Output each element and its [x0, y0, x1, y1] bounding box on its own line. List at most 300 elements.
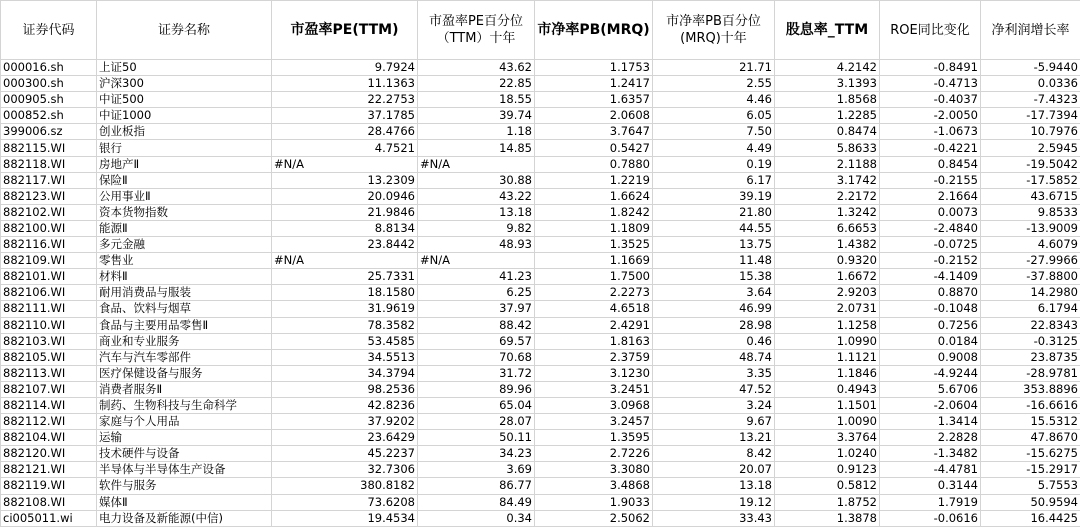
cell-pe[interactable]: 18.1580 — [272, 285, 418, 301]
cell-roe-change[interactable]: -2.4840 — [880, 220, 981, 236]
cell-pb-percentile[interactable]: 13.18 — [653, 478, 775, 494]
cell-code[interactable]: 399006.sz — [1, 124, 97, 140]
cell-code[interactable]: 882115.WI — [1, 140, 97, 156]
cell-name[interactable]: 制药、生物科技与生命科学 — [97, 397, 272, 413]
cell-pe-percentile[interactable]: 34.23 — [418, 446, 535, 462]
cell-name[interactable]: 汽车与汽车零部件 — [97, 349, 272, 365]
cell-name[interactable]: 技术硬件与设备 — [97, 446, 272, 462]
cell-code[interactable]: 882110.WI — [1, 317, 97, 333]
header-dividend-yield[interactable]: 股息率_TTM — [775, 1, 880, 60]
table-row — [1, 269, 1080, 285]
cell-name[interactable]: 食品、饮料与烟草 — [97, 301, 272, 317]
cell-profit-growth[interactable]: 16.4425 — [981, 510, 1080, 526]
cell-pb[interactable]: 2.7226 — [535, 446, 653, 462]
cell-pe-percentile[interactable]: 39.74 — [418, 108, 535, 124]
cell-dividend-yield[interactable]: 6.6653 — [775, 220, 880, 236]
cell-profit-growth[interactable]: -5.9440 — [981, 60, 1080, 76]
cell-name[interactable]: 半导体与半导体生产设备 — [97, 462, 272, 478]
cell-roe-change[interactable]: 1.3414 — [880, 414, 981, 430]
cell-profit-growth[interactable]: -17.5852 — [981, 172, 1080, 188]
table-row — [1, 285, 1080, 301]
cell-pe-percentile[interactable]: 1.18 — [418, 124, 535, 140]
cell-roe-change[interactable]: 0.3144 — [880, 478, 981, 494]
cell-pe[interactable]: 11.1363 — [272, 76, 418, 92]
header-name[interactable]: 证券名称 — [97, 1, 272, 60]
cell-profit-growth[interactable]: -15.2917 — [981, 462, 1080, 478]
cell-pb-percentile[interactable]: 9.67 — [653, 414, 775, 430]
cell-name[interactable]: 房地产Ⅱ — [97, 156, 272, 172]
cell-roe-change[interactable]: 0.0073 — [880, 204, 981, 220]
cell-dividend-yield[interactable]: 1.0240 — [775, 446, 880, 462]
cell-profit-growth[interactable]: 23.8735 — [981, 349, 1080, 365]
cell-pb[interactable]: 1.1809 — [535, 220, 653, 236]
cell-pb[interactable]: 1.7500 — [535, 269, 653, 285]
cell-name[interactable]: 多元金融 — [97, 237, 272, 253]
cell-roe-change[interactable]: 0.9008 — [880, 349, 981, 365]
cell-pe[interactable]: 19.4534 — [272, 510, 418, 526]
cell-profit-growth[interactable]: -19.5042 — [981, 156, 1080, 172]
cell-roe-change[interactable]: -4.1409 — [880, 269, 981, 285]
cell-name[interactable]: 媒体Ⅱ — [97, 494, 272, 510]
cell-code[interactable]: 882106.WI — [1, 285, 97, 301]
cell-pe[interactable]: 31.9619 — [272, 301, 418, 317]
cell-dividend-yield[interactable]: 1.4382 — [775, 237, 880, 253]
cell-pe-percentile[interactable]: 88.42 — [418, 317, 535, 333]
cell-pe-percentile[interactable]: 69.57 — [418, 333, 535, 349]
cell-dividend-yield[interactable]: 1.6672 — [775, 269, 880, 285]
cell-pb-percentile[interactable]: 28.98 — [653, 317, 775, 333]
cell-pb[interactable]: 1.2417 — [535, 76, 653, 92]
cell-dividend-yield[interactable]: 2.9203 — [775, 285, 880, 301]
table-row — [1, 510, 1080, 526]
header-row — [1, 1, 1080, 60]
cell-pe-percentile[interactable]: 43.22 — [418, 188, 535, 204]
table-body — [1, 60, 1080, 527]
cell-dividend-yield[interactable]: 1.0090 — [775, 414, 880, 430]
table-row — [1, 220, 1080, 236]
cell-name[interactable]: 家庭与个人用品 — [97, 414, 272, 430]
cell-profit-growth[interactable]: 5.7553 — [981, 478, 1080, 494]
cell-roe-change[interactable]: 0.7256 — [880, 317, 981, 333]
cell-pe[interactable]: 45.2237 — [272, 446, 418, 462]
cell-pe[interactable]: 32.7306 — [272, 462, 418, 478]
cell-roe-change[interactable]: 5.6706 — [880, 381, 981, 397]
cell-roe-change[interactable]: -0.0725 — [880, 237, 981, 253]
table-row — [1, 204, 1080, 220]
cell-profit-growth[interactable]: 14.2980 — [981, 285, 1080, 301]
cell-profit-growth[interactable]: 9.8533 — [981, 204, 1080, 220]
cell-code[interactable]: 882109.WI — [1, 253, 97, 269]
cell-profit-growth[interactable]: 47.8670 — [981, 430, 1080, 446]
cell-dividend-yield[interactable]: 1.3878 — [775, 510, 880, 526]
cell-pb-percentile[interactable]: 4.49 — [653, 140, 775, 156]
cell-profit-growth[interactable]: 50.9594 — [981, 494, 1080, 510]
cell-code[interactable]: 000016.sh — [1, 60, 97, 76]
cell-code[interactable]: 882121.WI — [1, 462, 97, 478]
cell-name[interactable]: 软件与服务 — [97, 478, 272, 494]
cell-pe[interactable]: 34.3794 — [272, 365, 418, 381]
cell-pb-percentile[interactable]: 3.24 — [653, 397, 775, 413]
cell-pe[interactable]: 78.3582 — [272, 317, 418, 333]
cell-pb-percentile[interactable]: 0.19 — [653, 156, 775, 172]
cell-pe-percentile[interactable]: 28.07 — [418, 414, 535, 430]
table-row — [1, 381, 1080, 397]
cell-code[interactable]: 882123.WI — [1, 188, 97, 204]
cell-dividend-yield[interactable]: 1.0990 — [775, 333, 880, 349]
cell-pb[interactable]: 3.0968 — [535, 397, 653, 413]
cell-roe-change[interactable]: 2.1664 — [880, 188, 981, 204]
header-pe[interactable]: 市盈率PE(TTM) — [272, 1, 418, 60]
cell-code[interactable]: 882112.WI — [1, 414, 97, 430]
cell-pb[interactable]: 1.1753 — [535, 60, 653, 76]
cell-pb-percentile[interactable]: 15.38 — [653, 269, 775, 285]
table-row — [1, 76, 1080, 92]
cell-pe[interactable]: 37.1785 — [272, 108, 418, 124]
cell-profit-growth[interactable]: -16.6616 — [981, 397, 1080, 413]
cell-roe-change[interactable]: -0.8491 — [880, 60, 981, 76]
cell-dividend-yield[interactable]: 2.2172 — [775, 188, 880, 204]
cell-pb[interactable]: 1.1669 — [535, 253, 653, 269]
cell-roe-change[interactable]: -0.4221 — [880, 140, 981, 156]
header-profit-growth[interactable]: 净利润增长率 — [981, 1, 1080, 60]
cell-dividend-yield[interactable]: 2.1188 — [775, 156, 880, 172]
header-pb-percentile[interactable]: 市净率PB百分位(MRQ)十年 — [653, 1, 775, 60]
cell-roe-change[interactable]: 0.8454 — [880, 156, 981, 172]
table-row — [1, 317, 1080, 333]
cell-pe[interactable]: #N/A — [272, 253, 418, 269]
table-row — [1, 414, 1080, 430]
table-row — [1, 301, 1080, 317]
cell-dividend-yield[interactable]: 1.8752 — [775, 494, 880, 510]
cell-profit-growth[interactable]: 15.5312 — [981, 414, 1080, 430]
cell-code[interactable]: 000300.sh — [1, 76, 97, 92]
table-row — [1, 430, 1080, 446]
cell-dividend-yield[interactable]: 2.0731 — [775, 301, 880, 317]
cell-pe[interactable]: 4.7521 — [272, 140, 418, 156]
cell-pe-percentile[interactable]: 65.04 — [418, 397, 535, 413]
cell-code[interactable]: ci005011.wi — [1, 510, 97, 526]
cell-pb-percentile[interactable]: 19.12 — [653, 494, 775, 510]
cell-code[interactable]: 882118.WI — [1, 156, 97, 172]
cell-dividend-yield[interactable]: 1.1501 — [775, 397, 880, 413]
cell-code[interactable]: 882107.WI — [1, 381, 97, 397]
cell-pe-percentile[interactable]: 37.97 — [418, 301, 535, 317]
cell-pb[interactable]: 1.8242 — [535, 204, 653, 220]
cell-profit-growth[interactable]: 2.5945 — [981, 140, 1080, 156]
cell-code[interactable]: 882108.WI — [1, 494, 97, 510]
table-row — [1, 140, 1080, 156]
cell-pb-percentile[interactable]: 39.19 — [653, 188, 775, 204]
cell-pe[interactable]: 25.7331 — [272, 269, 418, 285]
cell-name[interactable]: 消费者服务Ⅱ — [97, 381, 272, 397]
cell-roe-change[interactable]: 2.2828 — [880, 430, 981, 446]
cell-pe[interactable]: 37.9202 — [272, 414, 418, 430]
cell-pe-percentile[interactable]: 86.77 — [418, 478, 535, 494]
cell-profit-growth[interactable]: 0.0336 — [981, 76, 1080, 92]
cell-pb-percentile[interactable]: 4.46 — [653, 92, 775, 108]
table-row — [1, 494, 1080, 510]
cell-roe-change[interactable]: -1.0673 — [880, 124, 981, 140]
cell-pb-percentile[interactable]: 21.80 — [653, 204, 775, 220]
cell-roe-change[interactable]: 0.0184 — [880, 333, 981, 349]
cell-pe-percentile[interactable]: 9.82 — [418, 220, 535, 236]
table-row — [1, 108, 1080, 124]
cell-roe-change[interactable]: -1.3482 — [880, 446, 981, 462]
cell-pe[interactable]: 28.4766 — [272, 124, 418, 140]
table-row — [1, 397, 1080, 413]
cell-dividend-yield[interactable]: 3.1393 — [775, 76, 880, 92]
cell-code[interactable]: 000852.sh — [1, 108, 97, 124]
cell-pb[interactable]: 1.6624 — [535, 188, 653, 204]
cell-roe-change[interactable]: -0.2152 — [880, 253, 981, 269]
cell-dividend-yield[interactable]: 0.9320 — [775, 253, 880, 269]
cell-pb[interactable]: 3.2451 — [535, 381, 653, 397]
cell-profit-growth[interactable]: -15.6275 — [981, 446, 1080, 462]
table-row — [1, 365, 1080, 381]
cell-profit-growth[interactable]: -37.8800 — [981, 269, 1080, 285]
cell-pb[interactable]: 0.5427 — [535, 140, 653, 156]
cell-pe-percentile[interactable]: 31.72 — [418, 365, 535, 381]
cell-pe-percentile[interactable]: #N/A — [418, 156, 535, 172]
cell-pe[interactable]: 380.8182 — [272, 478, 418, 494]
cell-name[interactable]: 保险Ⅱ — [97, 172, 272, 188]
cell-pe-percentile[interactable]: 0.34 — [418, 510, 535, 526]
cell-pe-percentile[interactable]: 22.85 — [418, 76, 535, 92]
cell-pb-percentile[interactable]: 0.46 — [653, 333, 775, 349]
cell-name[interactable]: 耐用消费品与服装 — [97, 285, 272, 301]
cell-pe-percentile[interactable]: 48.93 — [418, 237, 535, 253]
cell-pe-percentile[interactable]: 41.23 — [418, 269, 535, 285]
cell-pb[interactable]: 3.3080 — [535, 462, 653, 478]
cell-pe-percentile[interactable]: #N/A — [418, 253, 535, 269]
cell-pe[interactable]: 22.2753 — [272, 92, 418, 108]
cell-pb[interactable]: 2.0608 — [535, 108, 653, 124]
cell-pb[interactable]: 3.4868 — [535, 478, 653, 494]
header-pb[interactable]: 市净率PB(MRQ) — [535, 1, 653, 60]
cell-pb[interactable]: 1.3595 — [535, 430, 653, 446]
cell-pe-percentile[interactable]: 89.96 — [418, 381, 535, 397]
table-row — [1, 253, 1080, 269]
cell-name[interactable]: 中证1000 — [97, 108, 272, 124]
cell-dividend-yield[interactable]: 4.2142 — [775, 60, 880, 76]
cell-pe[interactable]: 53.4585 — [272, 333, 418, 349]
table-row — [1, 124, 1080, 140]
cell-pb-percentile[interactable]: 33.43 — [653, 510, 775, 526]
cell-dividend-yield[interactable]: 0.4943 — [775, 381, 880, 397]
cell-pb[interactable]: 1.2219 — [535, 172, 653, 188]
table-row — [1, 462, 1080, 478]
cell-pb[interactable]: 1.3525 — [535, 237, 653, 253]
cell-name[interactable]: 中证500 — [97, 92, 272, 108]
cell-code[interactable]: 882101.WI — [1, 269, 97, 285]
cell-pe[interactable]: 20.0946 — [272, 188, 418, 204]
cell-name[interactable]: 银行 — [97, 140, 272, 156]
header-pe-percentile[interactable]: 市盈率PE百分位（TTM）十年 — [418, 1, 535, 60]
cell-dividend-yield[interactable]: 1.1121 — [775, 349, 880, 365]
cell-name[interactable]: 材料Ⅱ — [97, 269, 272, 285]
cell-pb-percentile[interactable]: 11.48 — [653, 253, 775, 269]
cell-pe[interactable]: 21.9846 — [272, 204, 418, 220]
cell-pb-percentile[interactable]: 3.35 — [653, 365, 775, 381]
cell-pb[interactable]: 2.2273 — [535, 285, 653, 301]
cell-pe-percentile[interactable]: 43.62 — [418, 60, 535, 76]
cell-pb-percentile[interactable]: 13.75 — [653, 237, 775, 253]
cell-dividend-yield[interactable]: 3.3764 — [775, 430, 880, 446]
cell-pe[interactable]: 34.5513 — [272, 349, 418, 365]
cell-pb[interactable]: 0.7880 — [535, 156, 653, 172]
cell-code[interactable]: 882117.WI — [1, 172, 97, 188]
cell-pb[interactable]: 2.3759 — [535, 349, 653, 365]
cell-name[interactable]: 商业和专业服务 — [97, 333, 272, 349]
cell-name[interactable]: 医疗保健设备与服务 — [97, 365, 272, 381]
cell-dividend-yield[interactable]: 1.3242 — [775, 204, 880, 220]
cell-code[interactable]: 000905.sh — [1, 92, 97, 108]
cell-code[interactable]: 882102.WI — [1, 204, 97, 220]
cell-profit-growth[interactable]: 4.6079 — [981, 237, 1080, 253]
cell-pb[interactable]: 1.9033 — [535, 494, 653, 510]
cell-profit-growth[interactable]: -13.9009 — [981, 220, 1080, 236]
cell-pb[interactable]: 3.1230 — [535, 365, 653, 381]
cell-dividend-yield[interactable]: 1.1258 — [775, 317, 880, 333]
cell-pb-percentile[interactable]: 20.07 — [653, 462, 775, 478]
cell-pb-percentile[interactable]: 21.71 — [653, 60, 775, 76]
cell-pb-percentile[interactable]: 46.99 — [653, 301, 775, 317]
table-row — [1, 478, 1080, 494]
cell-profit-growth[interactable]: -27.9966 — [981, 253, 1080, 269]
cell-pb[interactable]: 3.7647 — [535, 124, 653, 140]
table-row — [1, 237, 1080, 253]
cell-pb-percentile[interactable]: 8.42 — [653, 446, 775, 462]
cell-name[interactable]: 能源Ⅱ — [97, 220, 272, 236]
cell-roe-change[interactable]: -0.1048 — [880, 301, 981, 317]
cell-roe-change[interactable]: 0.8870 — [880, 285, 981, 301]
cell-name[interactable]: 食品与主要用品零售Ⅱ — [97, 317, 272, 333]
cell-profit-growth[interactable]: -17.7394 — [981, 108, 1080, 124]
cell-pe-percentile[interactable]: 30.88 — [418, 172, 535, 188]
table-row — [1, 156, 1080, 172]
cell-roe-change[interactable]: -0.4713 — [880, 76, 981, 92]
cell-pe-percentile[interactable]: 18.55 — [418, 92, 535, 108]
cell-roe-change[interactable]: -4.4781 — [880, 462, 981, 478]
cell-pe[interactable]: 98.2536 — [272, 381, 418, 397]
cell-pb-percentile[interactable]: 2.55 — [653, 76, 775, 92]
header-roe-change[interactable]: ROE同比变化 — [880, 1, 981, 60]
cell-dividend-yield[interactable]: 0.5812 — [775, 478, 880, 494]
cell-code[interactable]: 882116.WI — [1, 237, 97, 253]
cell-code[interactable]: 882105.WI — [1, 349, 97, 365]
cell-profit-growth[interactable]: -28.9781 — [981, 365, 1080, 381]
cell-code[interactable]: 882114.WI — [1, 397, 97, 413]
table-row — [1, 349, 1080, 365]
cell-name[interactable]: 公用事业Ⅱ — [97, 188, 272, 204]
cell-roe-change[interactable]: 1.7919 — [880, 494, 981, 510]
table-row — [1, 188, 1080, 204]
cell-pe[interactable]: 8.8134 — [272, 220, 418, 236]
cell-name[interactable]: 上证50 — [97, 60, 272, 76]
cell-pb-percentile[interactable]: 7.50 — [653, 124, 775, 140]
table-row — [1, 446, 1080, 462]
cell-roe-change[interactable]: -4.9244 — [880, 365, 981, 381]
cell-pb-percentile[interactable]: 3.64 — [653, 285, 775, 301]
cell-dividend-yield[interactable]: 1.1846 — [775, 365, 880, 381]
cell-roe-change[interactable]: -0.0616 — [880, 510, 981, 526]
cell-code[interactable]: 882100.WI — [1, 220, 97, 236]
cell-pb[interactable]: 1.8163 — [535, 333, 653, 349]
cell-dividend-yield[interactable]: 5.8633 — [775, 140, 880, 156]
cell-pb-percentile[interactable]: 44.55 — [653, 220, 775, 236]
cell-name[interactable]: 资本货物指数 — [97, 204, 272, 220]
cell-code[interactable]: 882113.WI — [1, 365, 97, 381]
cell-pe-percentile[interactable]: 70.68 — [418, 349, 535, 365]
header-code[interactable]: 证券代码 — [1, 1, 97, 60]
cell-pb[interactable]: 2.4291 — [535, 317, 653, 333]
cell-dividend-yield[interactable]: 0.8474 — [775, 124, 880, 140]
cell-name[interactable]: 零售业 — [97, 253, 272, 269]
cell-code[interactable]: 882111.WI — [1, 301, 97, 317]
cell-code[interactable]: 882103.WI — [1, 333, 97, 349]
cell-code[interactable]: 882119.WI — [1, 478, 97, 494]
cell-profit-growth[interactable]: 43.6715 — [981, 188, 1080, 204]
table-row — [1, 333, 1080, 349]
cell-name[interactable]: 电力设备及新能源(中信) — [97, 510, 272, 526]
cell-roe-change[interactable]: -0.2155 — [880, 172, 981, 188]
cell-pe-percentile[interactable]: 3.69 — [418, 462, 535, 478]
cell-pe-percentile[interactable]: 14.85 — [418, 140, 535, 156]
cell-pb-percentile[interactable]: 6.05 — [653, 108, 775, 124]
cell-dividend-yield[interactable]: 1.2285 — [775, 108, 880, 124]
cell-roe-change[interactable]: -2.0604 — [880, 397, 981, 413]
cell-profit-growth[interactable]: 353.8896 — [981, 381, 1080, 397]
cell-profit-growth[interactable]: 22.8343 — [981, 317, 1080, 333]
cell-name[interactable]: 运输 — [97, 430, 272, 446]
cell-pb-percentile[interactable]: 6.17 — [653, 172, 775, 188]
cell-pe-percentile[interactable]: 50.11 — [418, 430, 535, 446]
cell-pe[interactable]: 73.6208 — [272, 494, 418, 510]
cell-pb-percentile[interactable]: 48.74 — [653, 349, 775, 365]
cell-code[interactable]: 882104.WI — [1, 430, 97, 446]
cell-roe-change[interactable]: -2.0050 — [880, 108, 981, 124]
cell-pe-percentile[interactable]: 13.18 — [418, 204, 535, 220]
cell-dividend-yield[interactable]: 1.8568 — [775, 92, 880, 108]
cell-pe[interactable]: 13.2309 — [272, 172, 418, 188]
cell-pb-percentile[interactable]: 47.52 — [653, 381, 775, 397]
cell-profit-growth[interactable]: 6.1794 — [981, 301, 1080, 317]
cell-code[interactable]: 882120.WI — [1, 446, 97, 462]
table-row — [1, 172, 1080, 188]
cell-name[interactable]: 创业板指 — [97, 124, 272, 140]
cell-pe[interactable]: #N/A — [272, 156, 418, 172]
cell-roe-change[interactable]: -0.4037 — [880, 92, 981, 108]
cell-pe-percentile[interactable]: 84.49 — [418, 494, 535, 510]
cell-pb[interactable]: 2.5062 — [535, 510, 653, 526]
cell-pe[interactable]: 42.8236 — [272, 397, 418, 413]
table-row — [1, 92, 1080, 108]
cell-pb[interactable]: 1.6357 — [535, 92, 653, 108]
cell-name[interactable]: 沪深300 — [97, 76, 272, 92]
cell-profit-growth[interactable]: 10.7976 — [981, 124, 1080, 140]
cell-pe[interactable]: 9.7924 — [272, 60, 418, 76]
cell-pb[interactable]: 4.6518 — [535, 301, 653, 317]
cell-profit-growth[interactable]: -7.4323 — [981, 92, 1080, 108]
cell-pb-percentile[interactable]: 13.21 — [653, 430, 775, 446]
cell-pe[interactable]: 23.8442 — [272, 237, 418, 253]
cell-dividend-yield[interactable]: 3.1742 — [775, 172, 880, 188]
cell-pe[interactable]: 23.6429 — [272, 430, 418, 446]
cell-profit-growth[interactable]: -0.3125 — [981, 333, 1080, 349]
cell-pe-percentile[interactable]: 6.25 — [418, 285, 535, 301]
cell-dividend-yield[interactable]: 0.9123 — [775, 462, 880, 478]
cell-pb[interactable]: 3.2457 — [535, 414, 653, 430]
